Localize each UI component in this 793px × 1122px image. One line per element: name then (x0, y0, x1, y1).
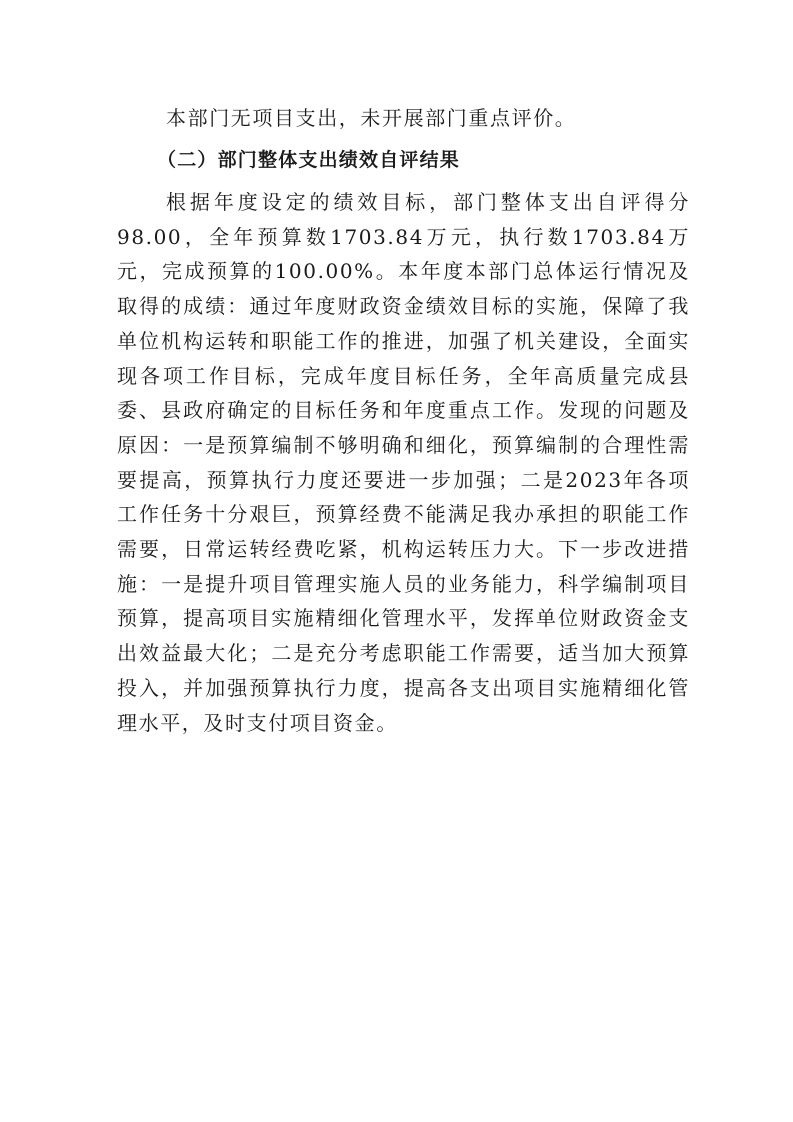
paragraph-no-project-expenditure: 本部门无项目支出，未开展部门重点评价。 (166, 106, 577, 130)
section-heading: （二）部门整体支出绩效自评结果 (157, 149, 461, 171)
paragraph-self-evaluation-results: 根据年度设定的绩效目标，部门整体支出自评得分98.00，全年预算数1703.84万元，执行数1703.84万元，完成预算的100.00%。本年度本部门总体运行情况及取得的成绩：通过年度财政资金绩效目标的实施，保障了我单位机构运转和职能工作的推进，加强了机关建设，全面实现各项工作目标，完成年度目标任务，全年高质量完成县委、县政府确定的目标任务和年度重点工作。发现的问题及原因：一是预算编制不够明确和细化，预算编制的合理性需要提高，预算执行力度还要进一步加强；二是2023年各项工作任务十分艰巨，预算经费不能满足我办承担的职能工作需要，日常运转经费吃紧，机构运转压力大。下一步改进措施：一是提升项目管理实施人员的业务能力，科学编制项目预算，提高项目实施精细化管理水平，发挥单位财政资金支出效益最大化；二是充分考虑职能工作需要，适当加大预算投入，并加强预算执行力度，提高各支出项目实施精细化管理水平，及时支付项目资金。 (117, 190, 690, 735)
